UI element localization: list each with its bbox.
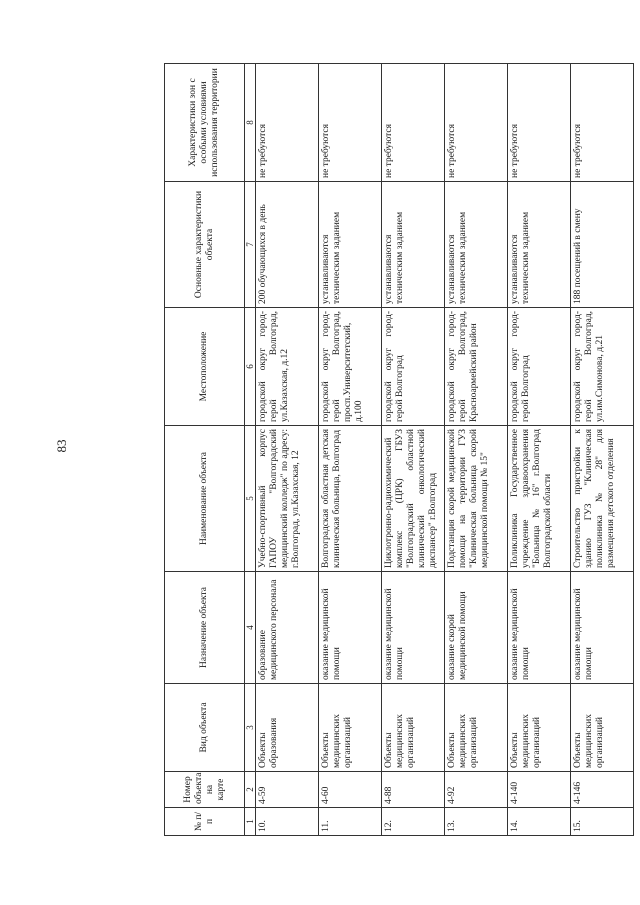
column-number: 2 [245, 772, 256, 808]
object-location: городской округ город-герой Волгоград, ул.Казахская, д.12 [256, 308, 319, 426]
object-zones: не требуются [319, 64, 382, 182]
object-purpose: оказание медицинской помощи [508, 572, 571, 684]
map-number: 4-92 [445, 772, 508, 808]
object-type: Объекты медицинских организаций [445, 684, 508, 772]
object-purpose: оказание скорой медицинской помощи [445, 572, 508, 684]
header-row [165, 64, 245, 836]
column-number: 3 [245, 684, 256, 772]
object-type: Объекты медицинских организаций [382, 684, 445, 772]
object-name: Строительство пристройки к зданию ГУЗ "Клиническая поликлиника № 28" для размещения детского отделения [571, 426, 634, 572]
object-specs: устанавливаются техническим заданием [319, 182, 382, 308]
column-number: 4 [245, 572, 256, 684]
object-purpose: образование медицинского персонала [256, 572, 319, 684]
header-cell: Назначение объекта [165, 572, 245, 684]
header-cell: Местоположение [165, 308, 245, 426]
row-number: 15. [571, 808, 634, 836]
object-zones: не требуются [571, 64, 634, 182]
object-zones: не требуются [508, 64, 571, 182]
object-purpose: оказание медицинской помощи [319, 572, 382, 684]
table-row [382, 64, 445, 836]
object-type: Объекты медицинских организаций [508, 684, 571, 772]
row-number: 13. [445, 808, 508, 836]
column-number: 5 [245, 426, 256, 572]
table-row [445, 64, 508, 836]
object-specs: 188 посещений в смену [571, 182, 634, 308]
row-number: 11. [319, 808, 382, 836]
map-number: 4-88 [382, 772, 445, 808]
map-number: 4-146 [571, 772, 634, 808]
object-zones: не требуются [382, 64, 445, 182]
object-location: городской округ город-герой Волгоград, просп.Университетский, д.100 [319, 308, 382, 426]
row-number: 12. [382, 808, 445, 836]
object-specs: 200 обучающихся в день [256, 182, 319, 308]
object-name: Подстанция скорой медицинской помощи на территории ГУЗ "Клиническая больница скорой медицинской помощи № 15" [445, 426, 508, 572]
map-number: 4-60 [319, 772, 382, 808]
object-location: городской округ город-герой Волгоград, Красноармейский район [445, 308, 508, 426]
object-type: Объекты медицинских организаций [319, 684, 382, 772]
row-number: 14. [508, 808, 571, 836]
object-zones: не требуются [256, 64, 319, 182]
table-row [571, 64, 634, 836]
map-number: 4-59 [256, 772, 319, 808]
header-cell: Характеристики зон с особыми условиями использования территории [165, 64, 245, 182]
column-number: 7 [245, 182, 256, 308]
object-name: Учебно-спортивный корпус ГАПОУ "Волгоградский медицинский колледж" по адресу: г.Волгоград, ул.Казахская, 12 [256, 426, 319, 572]
object-name: Волгоградская областная детская клиническая больница, Волгоград [319, 426, 382, 572]
objects-table [164, 63, 634, 836]
object-name: Поликлиника Государственное учреждение здравоохранения "Больница № 16" г.Волгоград Волгоградской области [508, 426, 571, 572]
object-location: городской округ город-герой Волгоград, ул.им.Симонова, д.21 [571, 308, 634, 426]
header-cell: № п/п [165, 808, 245, 836]
object-location: городской округ город-герой Волгоград [382, 308, 445, 426]
object-zones: не требуются [445, 64, 508, 182]
row-number: 10. [256, 808, 319, 836]
table-row [256, 64, 319, 836]
header-cell: Наименование объекта [165, 426, 245, 572]
object-type: Объекты образования [256, 684, 319, 772]
object-specs: устанавливаются техническим заданием [382, 182, 445, 308]
header-cell: Основные характеристики объекта [165, 182, 245, 308]
table-row [508, 64, 571, 836]
object-specs: устанавливаются техническим заданием [508, 182, 571, 308]
object-type: Объекты медицинских организаций [571, 684, 634, 772]
rotated-table-sheet [164, 64, 640, 836]
column-number: 6 [245, 308, 256, 426]
map-number: 4-140 [508, 772, 571, 808]
column-number-row [245, 64, 256, 836]
table-row [319, 64, 382, 836]
object-purpose: оказание медицинской помощи [571, 572, 634, 684]
object-location: городской округ город-герой Волгоград [508, 308, 571, 426]
header-cell: Вид объекта [165, 684, 245, 772]
object-name: Циклотронно-радиохимический комплекс (ЦРК) ГБУЗ "Волгоградский областной клинический онкологический диспансер" г.Волгоград [382, 426, 445, 572]
column-number: 1 [245, 808, 256, 836]
column-number: 8 [245, 64, 256, 182]
object-purpose: оказание медицинской помощи [382, 572, 445, 684]
header-cell: Номер объекта на карте [165, 772, 245, 808]
page-number: 83 [54, 439, 69, 453]
object-specs: устанавливаются техническим заданием [445, 182, 508, 308]
